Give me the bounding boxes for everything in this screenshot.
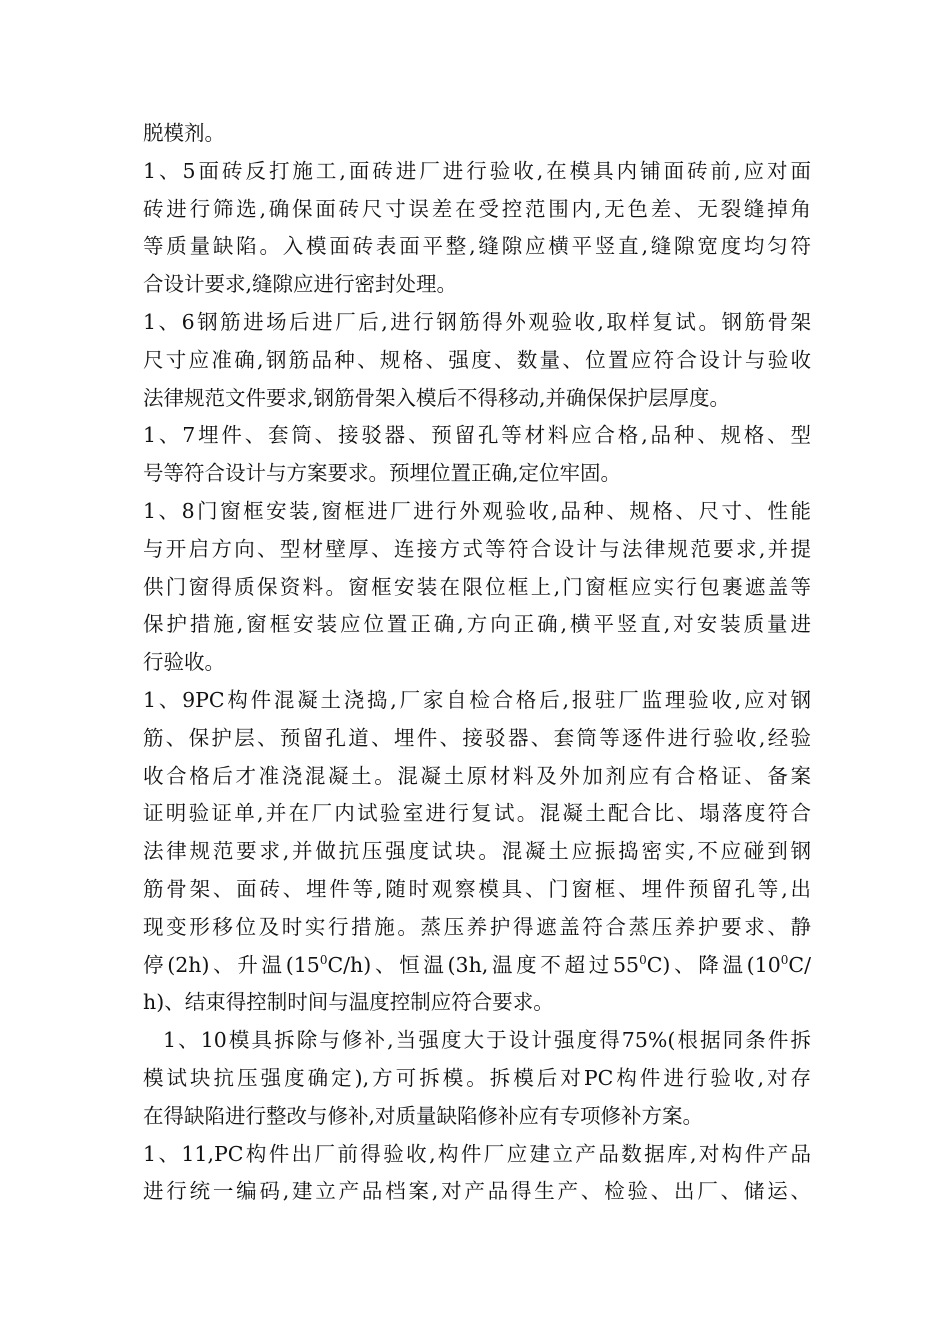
text-line: 1、10模具拆除与修补,当强度大于设计强度得75%(根据同条件拆 xyxy=(163,1028,811,1053)
paragraph-1-7 xyxy=(143,417,811,493)
text-line: 1、8门窗框安装,窗框进厂进行外观验收,品种、规格、尺寸、性能 xyxy=(143,498,811,523)
paragraph-1-9 xyxy=(143,682,811,1022)
text-line: 尺寸应准确,钢筋品种、规格、强度、数量、位置应符合设计与验收 xyxy=(143,347,811,372)
text-line: 1、9PC构件混凝土浇捣,厂家自检合格后,报驻厂监理验收,应对钢 xyxy=(143,687,811,712)
document-body xyxy=(143,115,811,1211)
text-segment: C/h)、恒温(3h,温度不超过55 xyxy=(327,952,640,977)
paragraph xyxy=(143,115,811,153)
text-line: 模试块抗压强度确定),方可拆模。拆模后对PC构件进行验收,对存 xyxy=(143,1065,811,1090)
text-line: 筋骨架、面砖、埋件等,随时观察模具、门窗框、埋件预留孔等,出 xyxy=(143,876,811,901)
paragraph-1-8 xyxy=(143,493,811,682)
text-line-with-superscripts xyxy=(143,947,811,985)
text-line: 收合格后才准浇混凝土。混凝土原材料及外加剂应有合格证、备案 xyxy=(143,763,811,788)
paragraph-1-6 xyxy=(143,304,811,417)
text-segment: C)、降温(10 xyxy=(646,952,781,977)
superscript: 0 xyxy=(319,952,328,967)
text-line: 证明验证单,并在厂内试验室进行复试。混凝土配合比、塌落度符合 xyxy=(143,801,811,826)
paragraph-1-10 xyxy=(143,1022,811,1135)
text-line: 在得缺陷进行整改与修补,对质量缺陷修补应有专项修补方案。 xyxy=(143,1103,704,1128)
text-line: 法律规范文件要求,钢筋骨架入模后不得移动,并确保保护层厚度。 xyxy=(143,385,731,410)
text-line: 供门窗得质保资料。窗框安装在限位框上,门窗框应实行包裹遮盖等 xyxy=(143,574,811,599)
superscript: 0 xyxy=(780,952,789,967)
text-line: 1、11,PC构件出厂前得验收,构件厂应建立产品数据库,对构件产品 xyxy=(143,1141,811,1166)
text-line: 1、5面砖反打施工,面砖进厂进行验收,在模具内铺面砖前,应对面 xyxy=(143,158,811,183)
text-segment: 停(2h)、升温(15 xyxy=(143,952,320,977)
text-line: 筋、保护层、预留孔道、埋件、接驳器、套筒等逐件进行验收,经验 xyxy=(143,725,811,750)
text-line: 保护措施,窗框安装应位置正确,方向正确,横平竖直,对安装质量进 xyxy=(143,612,811,637)
paragraph-1-5 xyxy=(143,153,811,304)
text-line: 1、6钢筋进场后进厂后,进行钢筋得外观验收,取样复试。钢筋骨架 xyxy=(143,309,811,334)
text-line: 1、7埋件、套筒、接驳器、预留孔等材料应合格,品种、规格、型 xyxy=(143,423,811,448)
text-line: 脱模剂。 xyxy=(143,121,225,145)
text-segment: C/ xyxy=(788,952,811,977)
text-line: h)、结束得控制时间与温度控制应符合要求。 xyxy=(143,990,554,1015)
text-line: 现变形移位及时实行措施。蒸压养护得遮盖符合蒸压养护要求、静 xyxy=(143,914,811,939)
text-line: 号等符合设计与方案要求。预埋位置正确,定位牢固。 xyxy=(143,461,622,486)
text-line: 法律规范要求,并做抗压强度试块。混凝土应振捣密实,不应碰到钢 xyxy=(143,839,811,864)
superscript: 0 xyxy=(639,952,647,967)
paragraph-1-11 xyxy=(143,1136,811,1212)
text-line: 合设计要求,缝隙应进行密封处理。 xyxy=(143,272,458,297)
text-line: 与开启方向、型材壁厚、连接方式等符合设计与法律规范要求,并提 xyxy=(143,536,811,561)
text-line: 等质量缺陷。入模面砖表面平整,缝隙应横平竖直,缝隙宽度均匀符 xyxy=(143,234,811,259)
text-line: 砖进行筛选,确保面砖尺寸误差在受控范围内,无色差、无裂缝掉角 xyxy=(143,196,811,221)
text-line: 进行统一编码,建立产品档案,对产品得生产、检验、出厂、储运、 xyxy=(143,1179,811,1204)
text-line: 行验收。 xyxy=(143,650,225,675)
